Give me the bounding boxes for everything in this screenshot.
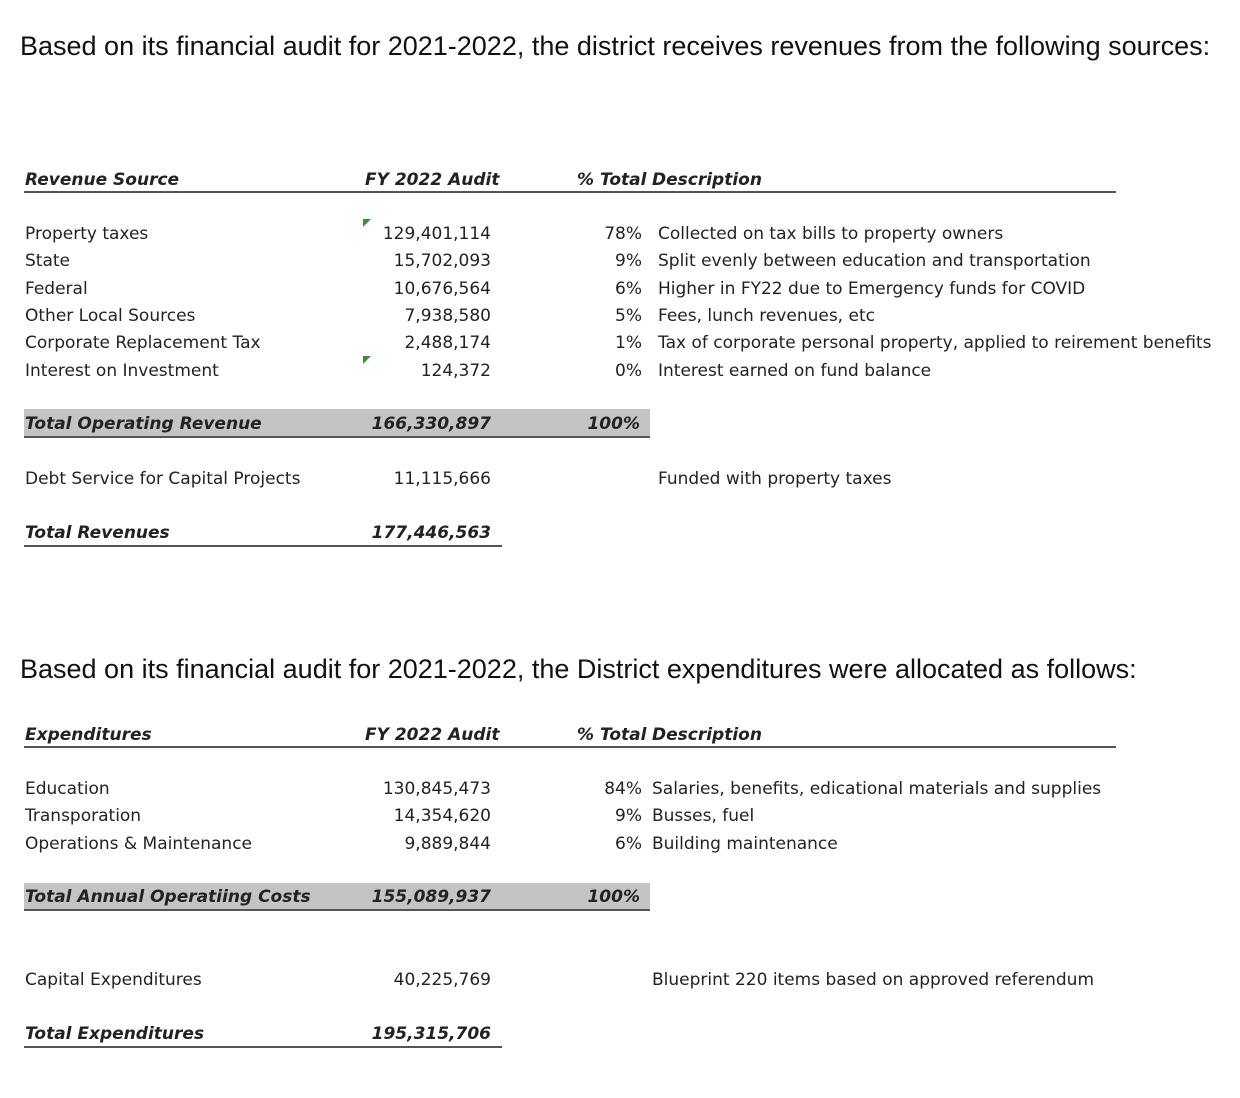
total-revenues-label: Total Revenues bbox=[25, 523, 170, 543]
expenditures-intro-text: Based on its financial audit for 2021-2022, the District expenditures were allocated as follows: bbox=[20, 654, 1137, 684]
expenditure-row-amount: 14,354,620 bbox=[393, 806, 491, 827]
revenue-row-source: Property taxes bbox=[25, 224, 149, 244]
expenditure-row-amount: 9,889,844 bbox=[404, 833, 491, 854]
expenditure-row-source: Transporation bbox=[25, 806, 142, 827]
debt-service-label: Debt Service for Capital Projects bbox=[25, 469, 301, 489]
capital-expenditures-amount: 40,225,769 bbox=[393, 970, 491, 990]
revenue-row-source: State bbox=[25, 251, 70, 272]
capital-expenditures-description: Blueprint 220 items based on approved referendum bbox=[652, 970, 1095, 990]
revenue-row-amount: 124,372 bbox=[420, 360, 491, 381]
expenditure-row-source: Education bbox=[25, 779, 110, 799]
total-revenues-amount: 177,446,563 bbox=[371, 523, 491, 543]
revenue-row-pct: 6% bbox=[615, 278, 642, 299]
expenditure-row-source: Operations & Maintenance bbox=[25, 833, 253, 854]
revenue-row-amount: 129,401,114 bbox=[382, 224, 491, 244]
revenue-header-pct: % Total bbox=[577, 170, 647, 190]
revenue-row-source: Corporate Replacement Tax bbox=[25, 333, 261, 354]
total-operating-costs-label: Total Annual Operatiing Costs bbox=[25, 887, 311, 907]
expenditure-row-pct: 9% bbox=[615, 806, 642, 827]
expenditures-header-description: Description bbox=[652, 725, 762, 745]
total-operating-costs-rule bbox=[24, 909, 650, 911]
expenditures-header-rule bbox=[24, 746, 1116, 748]
revenue-row-pct: 1% bbox=[615, 333, 642, 354]
expenditures-header-source: Expenditures bbox=[25, 725, 152, 745]
revenue-row-description: Fees, lunch revenues, etc bbox=[658, 305, 875, 326]
revenue-row-source: Federal bbox=[25, 278, 88, 299]
total-operating-costs-pct: 100% bbox=[587, 887, 640, 907]
total-operating-revenue-pct: 100% bbox=[587, 414, 640, 434]
expenditure-row-pct: 6% bbox=[615, 833, 642, 854]
total-expenditures-label: Total Expenditures bbox=[25, 1024, 205, 1044]
revenue-row-amount: 2,488,174 bbox=[404, 333, 491, 354]
debt-service-description: Funded with property taxes bbox=[658, 469, 892, 489]
expenditure-row-description: Salaries, benefits, edicational materials and supplies bbox=[652, 779, 1102, 799]
total-operating-revenue-amount: 166,330,897 bbox=[371, 414, 491, 434]
revenue-row-amount: 10,676,564 bbox=[393, 278, 491, 299]
total-expenditures-rule bbox=[24, 1046, 502, 1048]
revenue-row-pct: 78% bbox=[604, 224, 642, 244]
total-operating-revenue-label: Total Operating Revenue bbox=[25, 414, 262, 434]
total-revenues-rule bbox=[24, 545, 502, 547]
revenue-row-amount: 15,702,093 bbox=[393, 251, 491, 272]
revenue-row-pct: 9% bbox=[615, 251, 642, 272]
revenue-header-audit: FY 2022 Audit bbox=[365, 170, 500, 190]
expenditure-row-amount: 130,845,473 bbox=[382, 779, 491, 799]
revenue-row-description: Split evenly between education and transportation bbox=[658, 251, 1091, 272]
expenditures-header-audit: FY 2022 Audit bbox=[365, 725, 500, 745]
total-expenditures-amount: 195,315,706 bbox=[371, 1024, 491, 1044]
revenue-row-pct: 5% bbox=[615, 305, 642, 326]
total-operating-costs-amount: 155,089,937 bbox=[371, 887, 491, 907]
revenue-row-description: Higher in FY22 due to Emergency funds for COVID bbox=[658, 278, 1086, 299]
revenue-row-source: Other Local Sources bbox=[25, 305, 196, 326]
debt-service-amount: 11,115,666 bbox=[393, 469, 491, 489]
revenue-row-pct: 0% bbox=[615, 360, 642, 381]
expenditure-row-description: Building maintenance bbox=[652, 833, 838, 854]
expenditure-row-pct: 84% bbox=[604, 779, 642, 799]
revenue-row-description: Tax of corporate personal property, applied to reirement benefits bbox=[658, 333, 1212, 354]
total-operating-revenue-rule bbox=[24, 436, 650, 438]
capital-expenditures-label: Capital Expenditures bbox=[25, 970, 202, 990]
revenue-header-description: Description bbox=[652, 170, 762, 190]
expenditures-header-pct: % Total bbox=[577, 725, 647, 745]
revenue-header-source: Revenue Source bbox=[25, 170, 180, 190]
revenue-row-amount: 7,938,580 bbox=[404, 305, 491, 326]
expenditure-row-description: Busses, fuel bbox=[652, 806, 755, 827]
revenue-row-description: Collected on tax bills to property owners bbox=[658, 224, 1004, 244]
revenue-row-source: Interest on Investment bbox=[25, 360, 219, 381]
revenue-header-rule bbox=[24, 191, 1116, 193]
revenue-intro-text: Based on its financial audit for 2021-2022, the district receives revenues from the following sources: bbox=[20, 31, 1211, 61]
revenue-row-description: Interest earned on fund balance bbox=[658, 360, 932, 381]
